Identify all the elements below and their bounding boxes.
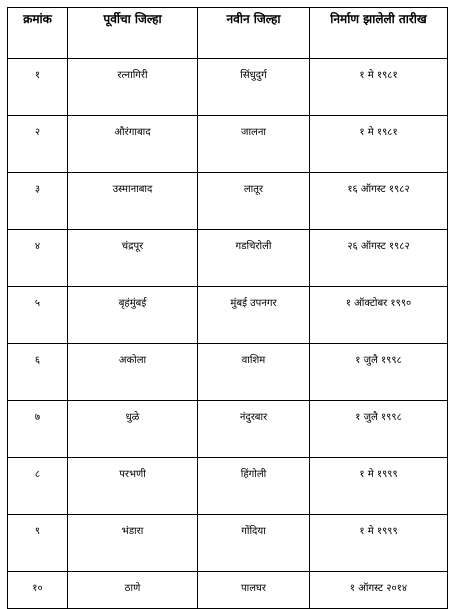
table-row	[8, 401, 448, 458]
table-row	[8, 116, 448, 173]
districts-table	[7, 7, 448, 609]
cell-serial-number: ९	[8, 515, 68, 572]
table-row	[8, 344, 448, 401]
cell-new-district: नंदुरबार	[198, 401, 310, 458]
cell-previous-district: चंद्रपूर	[68, 230, 198, 287]
cell-serial-number: ३	[8, 173, 68, 230]
cell-creation-date: १ मे १९९९	[310, 458, 448, 515]
cell-creation-date: १ मे १९८१	[310, 116, 448, 173]
header-row	[8, 8, 448, 59]
table-row	[8, 230, 448, 287]
header-previous-district: पूर्वीचा जिल्हा	[68, 8, 198, 59]
cell-previous-district: धुळे	[68, 401, 198, 458]
cell-new-district: गडचिरोली	[198, 230, 310, 287]
cell-new-district: हिंगोली	[198, 458, 310, 515]
header-creation-date: निर्माण झालेली तारीख	[310, 8, 448, 59]
cell-new-district: जालना	[198, 116, 310, 173]
cell-creation-date: १ मे १९९९	[310, 515, 448, 572]
cell-serial-number: ६	[8, 344, 68, 401]
cell-previous-district: उस्मानाबाद	[68, 173, 198, 230]
table-body	[8, 59, 448, 609]
table-row	[8, 572, 448, 609]
cell-new-district: वाशिम	[198, 344, 310, 401]
cell-serial-number: १	[8, 59, 68, 116]
cell-creation-date: १ मे १९८१	[310, 59, 448, 116]
cell-serial-number: १०	[8, 572, 68, 609]
cell-creation-date: २६ ऑगस्ट १९८२	[310, 230, 448, 287]
cell-new-district: लातूर	[198, 173, 310, 230]
table-row	[8, 59, 448, 116]
cell-previous-district: परभणी	[68, 458, 198, 515]
cell-new-district: सिंधुदुर्ग	[198, 59, 310, 116]
cell-serial-number: २	[8, 116, 68, 173]
cell-serial-number: ४	[8, 230, 68, 287]
header-new-district: नवीन जिल्हा	[198, 8, 310, 59]
cell-new-district: गोंदिया	[198, 515, 310, 572]
cell-previous-district: भंडारा	[68, 515, 198, 572]
cell-serial-number: ८	[8, 458, 68, 515]
table-row	[8, 287, 448, 344]
cell-creation-date: १ जुलै १९९८	[310, 401, 448, 458]
cell-previous-district: ठाणे	[68, 572, 198, 609]
cell-previous-district: अकोला	[68, 344, 198, 401]
cell-creation-date: १६ ऑगस्ट १९८२	[310, 173, 448, 230]
cell-new-district: पालघर	[198, 572, 310, 609]
cell-new-district: मुंबई उपनगर	[198, 287, 310, 344]
cell-serial-number: ७	[8, 401, 68, 458]
cell-creation-date: १ ऑक्टोबर १९९०	[310, 287, 448, 344]
table-header	[8, 8, 448, 59]
cell-serial-number: ५	[8, 287, 68, 344]
table-row	[8, 515, 448, 572]
cell-creation-date: १ ऑगस्ट २०१४	[310, 572, 448, 609]
cell-previous-district: बृहंमुंबई	[68, 287, 198, 344]
cell-creation-date: १ जुलै १९९८	[310, 344, 448, 401]
header-serial-number: क्रमांक	[8, 8, 68, 59]
table-row	[8, 173, 448, 230]
cell-previous-district: रत्नागिरी	[68, 59, 198, 116]
table-row	[8, 458, 448, 515]
cell-previous-district: औरंगाबाद	[68, 116, 198, 173]
